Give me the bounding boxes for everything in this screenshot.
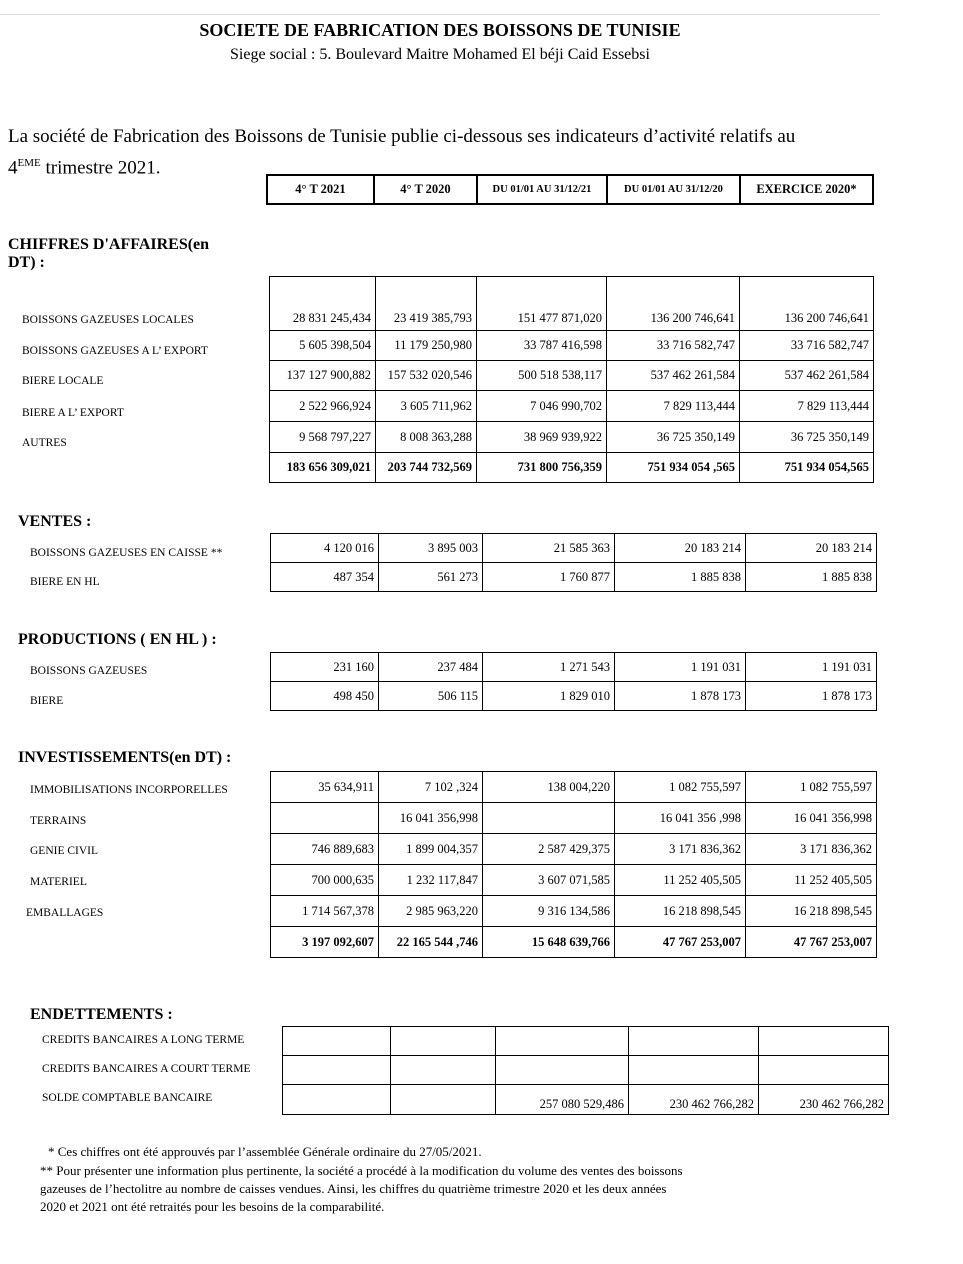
table-cell (483, 803, 615, 834)
total-cell: 3 197 092,607 (271, 927, 379, 958)
table-cell: 157 532 020,546 (376, 361, 477, 391)
table-cell: 36 725 350,149 (740, 422, 874, 453)
row-label: TERRAINS (30, 815, 87, 827)
table-cell: 746 889,683 (271, 834, 379, 865)
table-cell: 21 585 363 (483, 534, 615, 563)
table-cell: 506 115 (379, 682, 483, 711)
row-label: SOLDE COMPTABLE BANCAIRE (42, 1092, 213, 1104)
section-title-investissements: INVESTISSEMENTS(en DT) : (18, 749, 232, 766)
table-cell: 700 000,635 (271, 865, 379, 896)
table-cell: 1 878 173 (746, 682, 877, 711)
row-label: BIERE A L’ EXPORT (22, 407, 124, 419)
row-label: MATERIEL (30, 876, 87, 888)
col-header-ytd-2020: DU 01/01 AU 31/12/20 (607, 175, 740, 204)
section-title-endettements: ENDETTEMENTS : (30, 1006, 173, 1023)
table-cell: 1 082 755,597 (615, 772, 746, 803)
table-cell: 1 829 010 (483, 682, 615, 711)
column-header-table (266, 174, 874, 205)
table-cell (391, 1085, 496, 1115)
table-cell: 136 200 746,641 (740, 277, 874, 331)
total-cell: 47 767 253,007 (615, 927, 746, 958)
investissements-table (270, 771, 877, 958)
table-cell: 136 200 746,641 (607, 277, 740, 331)
table-cell: 1 899 004,357 (379, 834, 483, 865)
intro-quarter-sup: EME (17, 157, 41, 169)
table-cell: 9 316 134,586 (483, 896, 615, 927)
col-header-ytd-2021: DU 01/01 AU 31/12/21 (477, 175, 607, 204)
intro-quarter-num: 4 (8, 157, 18, 179)
table-cell: 20 183 214 (746, 534, 877, 563)
table-cell: 16 041 356,998 (379, 803, 483, 834)
table-cell (629, 1056, 759, 1085)
ca-title-line1: CHIFFRES D'AFFAIRES(en (8, 236, 210, 253)
table-cell: 9 568 797,227 (270, 422, 376, 453)
row-label: EMBALLAGES (26, 907, 104, 919)
total-cell: 183 656 309,021 (270, 453, 376, 483)
table-cell (629, 1027, 759, 1056)
row-label: BIERE (30, 695, 64, 707)
table-cell: 33 716 582,747 (740, 331, 874, 361)
total-cell: 751 934 054 ,565 (607, 453, 740, 483)
col-header-q4-2021: 4° T 2021 (267, 175, 374, 204)
footnote-line: gazeuses de l’hectolitre au nombre de caisses vendues. Ainsi, les chiffres du quatrième trimestre 2020 et les deux années (40, 1181, 667, 1196)
table-cell: 7 829 113,444 (607, 391, 740, 422)
footnote-line: 2020 et 2021 ont été retraités pour les besoins de la comparabilité. (40, 1199, 385, 1214)
table-cell: 33 787 416,598 (477, 331, 607, 361)
table-cell: 16 041 356 ,998 (615, 803, 746, 834)
table-cell (759, 1027, 889, 1056)
table-cell: 5 605 398,504 (270, 331, 376, 361)
total-cell: 22 165 544 ,746 (379, 927, 483, 958)
table-cell: 1 760 877 (483, 563, 615, 592)
table-cell: 1 885 838 (746, 563, 877, 592)
col-header-q4-2020: 4° T 2020 (374, 175, 477, 204)
ventes-table (270, 533, 877, 592)
table-cell: 3 171 836,362 (746, 834, 877, 865)
table-cell: 231 160 (271, 653, 379, 682)
table-cell: 230 462 766,282 (759, 1085, 889, 1115)
table-cell: 23 419 385,793 (376, 277, 477, 331)
table-cell (271, 803, 379, 834)
table-cell: 36 725 350,149 (607, 422, 740, 453)
section-title-productions: PRODUCTIONS ( EN HL ) : (18, 631, 217, 648)
total-cell: 47 767 253,007 (746, 927, 877, 958)
col-header-exercice-2020: EXERCICE 2020* (740, 175, 873, 204)
table-cell: 2 522 966,924 (270, 391, 376, 422)
table-cell: 16 218 898,545 (615, 896, 746, 927)
table-cell: 498 450 (271, 682, 379, 711)
table-cell: 1 271 543 (483, 653, 615, 682)
total-cell: 731 800 756,359 (477, 453, 607, 483)
footnote-methodology (40, 1162, 830, 1216)
table-cell: 16 041 356,998 (746, 803, 877, 834)
table-cell (391, 1056, 496, 1085)
row-label: GENIE CIVIL (30, 845, 99, 857)
total-cell: 15 648 639,766 (483, 927, 615, 958)
company-name: SOCIETE DE FABRICATION DES BOISSONS DE TUNISIE (199, 20, 681, 40)
total-cell: 751 934 054,565 (740, 453, 874, 483)
table-cell: 487 354 (271, 563, 379, 592)
table-cell: 11 252 405,505 (615, 865, 746, 896)
table-cell: 28 831 245,434 (270, 277, 376, 331)
footnote-line: ** Pour présenter une information plus pertinente, la société a procédé à la modification du volume des ventes des boissons (40, 1163, 683, 1178)
table-cell: 1 885 838 (615, 563, 746, 592)
intro-line1: La société de Fabrication des Boissons de Tunisie publie ci-dessous ses indicateurs d’activité relatifs au (8, 126, 796, 147)
table-cell: 2 587 429,375 (483, 834, 615, 865)
table-cell (496, 1056, 629, 1085)
company-address: Siege social : 5. Boulevard Maitre Mohamed El béji Caid Essebsi (230, 46, 650, 63)
table-cell: 561 273 (379, 563, 483, 592)
table-cell: 1 232 117,847 (379, 865, 483, 896)
row-label: BIERE LOCALE (22, 375, 104, 387)
table-cell: 3 605 711,962 (376, 391, 477, 422)
ca-title-line2: DT) : (8, 254, 45, 271)
row-label: CREDITS BANCAIRES A COURT TERME (42, 1063, 251, 1075)
table-cell: 7 102 ,324 (379, 772, 483, 803)
intro-paragraph (8, 124, 878, 181)
table-cell: 138 004,220 (483, 772, 615, 803)
table-cell: 1 191 031 (615, 653, 746, 682)
table-cell: 537 462 261,584 (740, 361, 874, 391)
table-cell: 1 191 031 (746, 653, 877, 682)
row-label: BOISSONS GAZEUSES EN CAISSE ** (30, 547, 223, 559)
table-cell: 38 969 939,922 (477, 422, 607, 453)
table-cell: 537 462 261,584 (607, 361, 740, 391)
table-cell (283, 1056, 391, 1085)
table-cell: 237 484 (379, 653, 483, 682)
table-cell: 2 985 963,220 (379, 896, 483, 927)
row-label: CREDITS BANCAIRES A LONG TERME (42, 1034, 245, 1046)
top-divider (0, 14, 880, 15)
row-label: BOISSONS GAZEUSES A L’ EXPORT (22, 345, 208, 357)
table-cell (496, 1027, 629, 1056)
row-label: BOISSONS GAZEUSES (30, 665, 148, 677)
table-cell: 11 252 405,505 (746, 865, 877, 896)
table-cell: 3 895 003 (379, 534, 483, 563)
section-title-ventes: VENTES : (18, 513, 92, 530)
table-cell: 137 127 900,882 (270, 361, 376, 391)
table-cell: 1 878 173 (615, 682, 746, 711)
section-title-chiffres-affaires (8, 236, 209, 272)
row-label: BIERE EN HL (30, 576, 100, 588)
table-cell (283, 1027, 391, 1056)
table-cell: 3 607 071,585 (483, 865, 615, 896)
table-cell: 1 082 755,597 (746, 772, 877, 803)
table-cell (283, 1085, 391, 1115)
row-label: IMMOBILISATIONS INCORPORELLES (30, 784, 228, 796)
table-cell: 230 462 766,282 (629, 1085, 759, 1115)
endettements-table (282, 1026, 889, 1115)
table-cell: 4 120 016 (271, 534, 379, 563)
table-cell: 16 218 898,545 (746, 896, 877, 927)
row-label: BOISSONS GAZEUSES LOCALES (22, 314, 194, 326)
total-cell: 203 744 732,569 (376, 453, 477, 483)
footnote-approval: * Ces chiffres ont été approuvés par l’assemblée Générale ordinaire du 27/05/2021. (48, 1144, 482, 1159)
productions-table (270, 652, 877, 711)
table-cell: 11 179 250,980 (376, 331, 477, 361)
table-cell (759, 1056, 889, 1085)
table-cell: 151 477 871,020 (477, 277, 607, 331)
table-cell: 257 080 529,486 (496, 1085, 629, 1115)
table-cell: 7 829 113,444 (740, 391, 874, 422)
chiffres-affaires-table (269, 276, 874, 483)
table-cell: 35 634,911 (271, 772, 379, 803)
table-cell: 1 714 567,378 (271, 896, 379, 927)
table-cell: 3 171 836,362 (615, 834, 746, 865)
table-cell: 8 008 363,288 (376, 422, 477, 453)
table-cell: 7 046 990,702 (477, 391, 607, 422)
table-cell: 500 518 538,117 (477, 361, 607, 391)
table-cell: 20 183 214 (615, 534, 746, 563)
intro-line2: trimestre 2021. (40, 157, 161, 179)
row-label: AUTRES (22, 437, 67, 449)
table-cell: 33 716 582,747 (607, 331, 740, 361)
table-cell (391, 1027, 496, 1056)
